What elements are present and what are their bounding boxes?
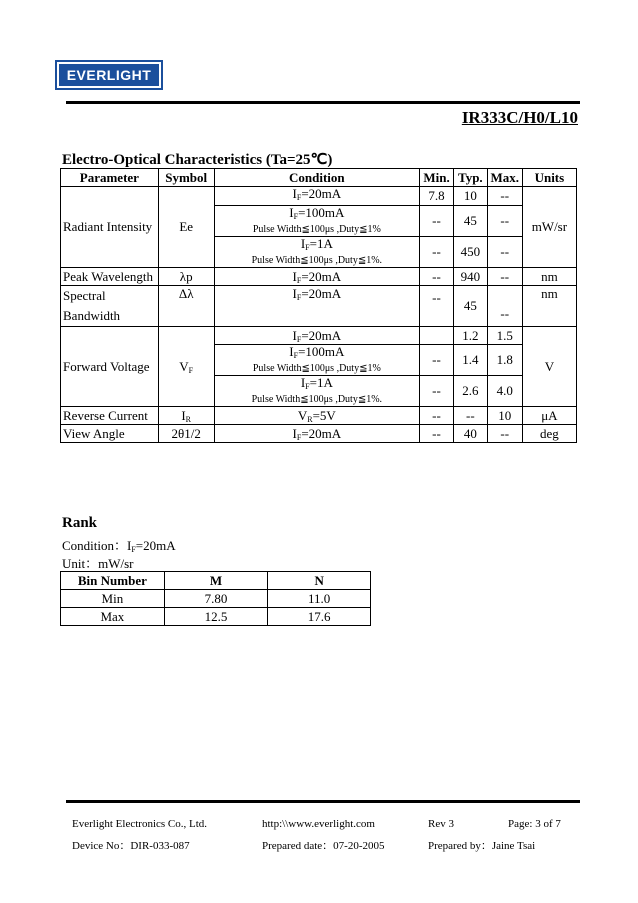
- units-radiant: mW/sr: [522, 187, 576, 268]
- symbol-reverse: $I_R$: [158, 407, 214, 425]
- footer-rev: Rev 3: [428, 818, 454, 830]
- typ-cell: 1.4: [453, 345, 487, 376]
- condition-cell: $I_F=20mA$: [214, 187, 419, 206]
- condition-cell: $I_F=100mA$ Pulse Width≦100μs ,Duty≦1%: [214, 206, 419, 237]
- footer-device-no: Device No：DIR-033-087: [72, 840, 190, 852]
- footer-rule: [66, 800, 580, 803]
- min-cell: --: [420, 206, 454, 237]
- units-cell: nm: [522, 268, 576, 286]
- col-header: Condition: [214, 169, 419, 187]
- table-header-row: [61, 169, 577, 187]
- eo-section-title: Electro-Optical Characteristics (Ta=25℃): [62, 152, 333, 168]
- rank-cell: Min: [61, 590, 165, 608]
- table-row: [61, 425, 577, 443]
- rank-condition: Condition：$I_F=20mA$: [62, 538, 176, 554]
- max-cell: --: [487, 286, 522, 327]
- table-row: [61, 590, 371, 608]
- rank-cell: Max: [61, 608, 165, 626]
- max-cell: --: [487, 425, 522, 443]
- condition-cell: $I_F=20mA$: [214, 425, 419, 443]
- max-cell: --: [487, 206, 522, 237]
- col-header: Symbol: [158, 169, 214, 187]
- min-cell: --: [420, 407, 454, 425]
- min-cell: --: [420, 425, 454, 443]
- symbol-peak: λp: [158, 268, 214, 286]
- units-cell: μA: [522, 407, 576, 425]
- typ-cell: 45: [453, 286, 487, 327]
- typ-cell: --: [453, 407, 487, 425]
- footer-url[interactable]: http:\\www.everlight.com: [262, 818, 375, 830]
- col-header: N: [268, 572, 371, 590]
- part-number: IR333C/H0/L10: [461, 108, 578, 127]
- footer-company: Everlight Electronics Co., Ltd.: [72, 818, 208, 830]
- condition-cell: $I_F=1A$ Pulse Width≦100μs ,Duty≦1%.: [214, 376, 419, 407]
- rank-cell: 17.6: [268, 608, 371, 626]
- max-cell: --: [487, 237, 522, 268]
- condition-cell: $V_R=5V$: [214, 407, 419, 425]
- electro-optical-table: [60, 168, 577, 443]
- max-cell: 10: [487, 407, 522, 425]
- rank-table: [60, 571, 371, 626]
- table-row: [61, 268, 577, 286]
- rank-header-row: [61, 572, 371, 590]
- condition-cell: $I_F=20mA$: [214, 286, 419, 327]
- header-rule: [66, 101, 580, 104]
- param-forward: Forward Voltage: [61, 327, 159, 407]
- col-header: M: [164, 572, 268, 590]
- col-header: Min.: [420, 169, 454, 187]
- table-row: [61, 407, 577, 425]
- rank-cell: 7.80: [164, 590, 268, 608]
- col-header: Max.: [487, 169, 522, 187]
- rank-section-title: Rank: [62, 515, 98, 531]
- param-radiant: Radiant Intensity: [61, 187, 159, 268]
- min-cell: --: [420, 345, 454, 376]
- everlight-logo: [55, 60, 163, 90]
- min-cell: --: [420, 268, 454, 286]
- footer-prepared-date: Prepared date：07-20-2005: [262, 840, 385, 852]
- typ-cell: 940: [453, 268, 487, 286]
- table-row: [61, 286, 577, 327]
- min-cell: --: [420, 376, 454, 407]
- col-header: Bin Number: [61, 572, 165, 590]
- min-cell: [420, 327, 454, 345]
- symbol-radiant: Ee: [158, 187, 214, 268]
- max-cell: --: [487, 187, 522, 206]
- min-cell: --: [420, 237, 454, 268]
- typ-cell: 45: [453, 206, 487, 237]
- symbol-angle: 2θ1/2: [158, 425, 214, 443]
- max-cell: 4.0: [487, 376, 522, 407]
- units-cell: deg: [522, 425, 576, 443]
- table-row: [61, 187, 577, 206]
- symbol-forward: $V_F$: [158, 327, 214, 407]
- symbol-spectral: Δλ: [158, 286, 214, 327]
- col-header: Units: [522, 169, 576, 187]
- typ-cell: 1.2: [453, 327, 487, 345]
- units-forward: V: [522, 327, 576, 407]
- footer-prepared-by: Prepared by：Jaine Tsai: [428, 840, 536, 852]
- condition-cell: $I_F=100mA$ Pulse Width≦100μs ,Duty≦1%: [214, 345, 419, 376]
- col-header: Typ.: [453, 169, 487, 187]
- typ-cell: 450: [453, 237, 487, 268]
- logo-text: EVERLIGHT: [59, 64, 159, 86]
- typ-cell: 2.6: [453, 376, 487, 407]
- max-cell: 1.5: [487, 327, 522, 345]
- param-peak: Peak Wavelength: [61, 268, 159, 286]
- col-header: Parameter: [61, 169, 159, 187]
- condition-cell: $I_F=1A$ Pulse Width≦100μs ,Duty≦1%.: [214, 237, 419, 268]
- units-cell: nm: [522, 286, 576, 327]
- min-cell: --: [420, 286, 454, 327]
- rank-cell: 12.5: [164, 608, 268, 626]
- rank-unit: Unit：mW/sr: [62, 556, 134, 571]
- rank-cell: 11.0: [268, 590, 371, 608]
- param-angle: View Angle: [61, 425, 159, 443]
- max-cell: --: [487, 268, 522, 286]
- max-cell: 1.8: [487, 345, 522, 376]
- condition-cell: $I_F=20mA$: [214, 327, 419, 345]
- table-row: [61, 608, 371, 626]
- condition-cell: $I_F=20mA$: [214, 268, 419, 286]
- typ-cell: 10: [453, 187, 487, 206]
- typ-cell: 40: [453, 425, 487, 443]
- table-row: [61, 327, 577, 345]
- min-cell: 7.8: [420, 187, 454, 206]
- param-spectral: Spectral Bandwidth: [61, 286, 159, 327]
- footer-page: Page: 3 of 7: [508, 818, 561, 830]
- param-reverse: Reverse Current: [61, 407, 159, 425]
